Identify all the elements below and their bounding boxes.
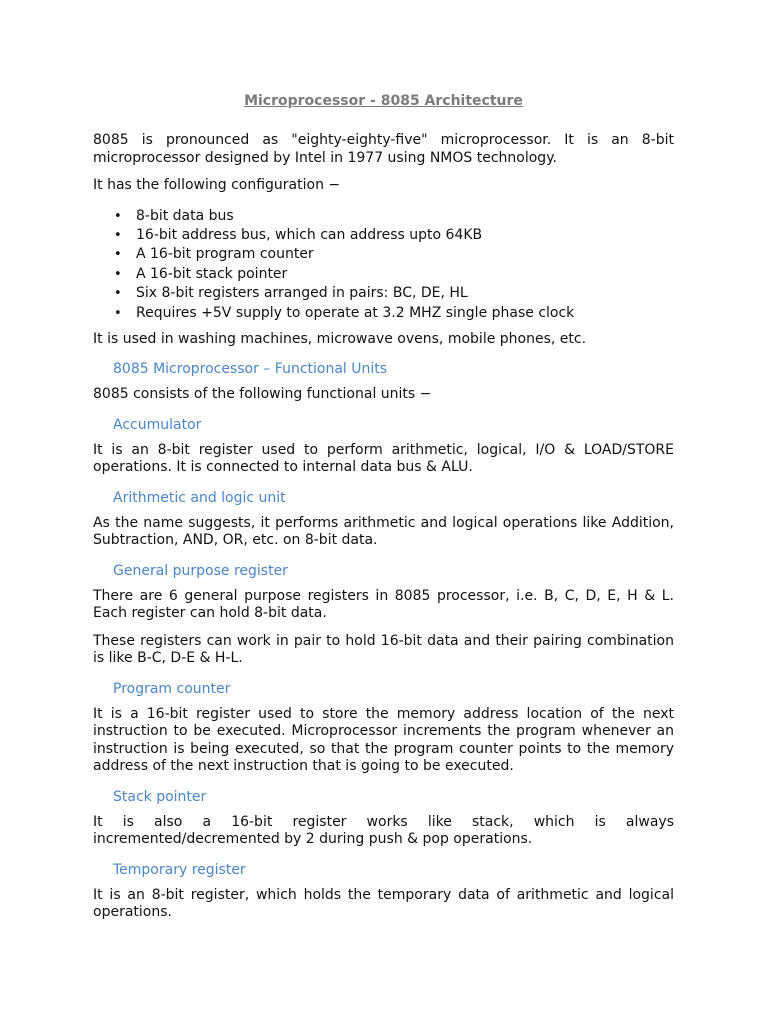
stack-pointer-paragraph: It is also a 16-bit register works like stack, which is always incremented/decremented by 2 during push & pop operations. xyxy=(93,813,674,848)
config-intro-paragraph: It has the following configuration − xyxy=(93,177,341,193)
temporary-register-paragraph: It is an 8-bit register, which holds the temporary data of arithmetic and logical operations. xyxy=(93,886,674,921)
list-item: • Requires +5V supply to operate at 3.2 MHZ single phase clock xyxy=(136,304,674,323)
gpr-paragraph-2: These registers can work in pair to hold 16-bit data and their pairing combination is like B-C, D-E & H-L. xyxy=(93,632,674,667)
list-item: • A 16-bit stack pointer xyxy=(136,265,674,284)
gpr-paragraph-1: There are 6 general purpose registers in 8085 processor, i.e. B, C, D, E, H & L. Each register can hold 8-bit data. xyxy=(93,587,674,622)
page-title: Microprocessor - 8085 Architecture xyxy=(244,93,523,109)
program-counter-paragraph: It is a 16-bit register used to store the memory address location of the next instruction to be executed. Microprocessor increments the program whenever an instruction is being executed, so that the program counter points to the memory address of the next instruction that is going to be executed. xyxy=(93,705,674,775)
usage-paragraph: It is used in washing machines, microwave ovens, mobile phones, etc. xyxy=(93,330,587,347)
gpr-heading: General purpose register xyxy=(113,562,288,579)
program-counter-heading: Program counter xyxy=(113,680,231,697)
alu-paragraph: As the name suggests, it performs arithmetic and logical operations like Addition, Subtraction, AND, OR, etc. on 8-bit data. xyxy=(93,514,674,549)
config-list xyxy=(93,207,674,323)
list-item: • 16-bit address bus, which can address upto 64KB xyxy=(136,226,674,245)
stack-pointer-heading: Stack pointer xyxy=(113,788,207,805)
functional-units-heading: 8085 Microprocessor – Functional Units xyxy=(113,361,388,378)
functional-units-intro: 8085 consists of the following functional units − xyxy=(93,386,432,403)
accumulator-heading: Accumulator xyxy=(113,416,202,433)
list-item: • Six 8-bit registers arranged in pairs: BC, DE, HL xyxy=(136,284,674,303)
intro-paragraph: 8085 is pronounced as "eighty-eighty-five" microprocessor. It is an 8-bit microprocessor designed by Intel in 1977 using NMOS technology. xyxy=(93,132,674,166)
accumulator-paragraph: It is an 8-bit register used to perform arithmetic, logical, I/O & LOAD/STORE operations. It is connected to internal data bus & ALU. xyxy=(93,441,674,476)
list-item: • 8-bit data bus xyxy=(136,207,674,226)
alu-heading: Arithmetic and logic unit xyxy=(113,489,286,506)
list-item: • A 16-bit program counter xyxy=(136,245,674,264)
temporary-register-heading: Temporary register xyxy=(113,861,246,878)
